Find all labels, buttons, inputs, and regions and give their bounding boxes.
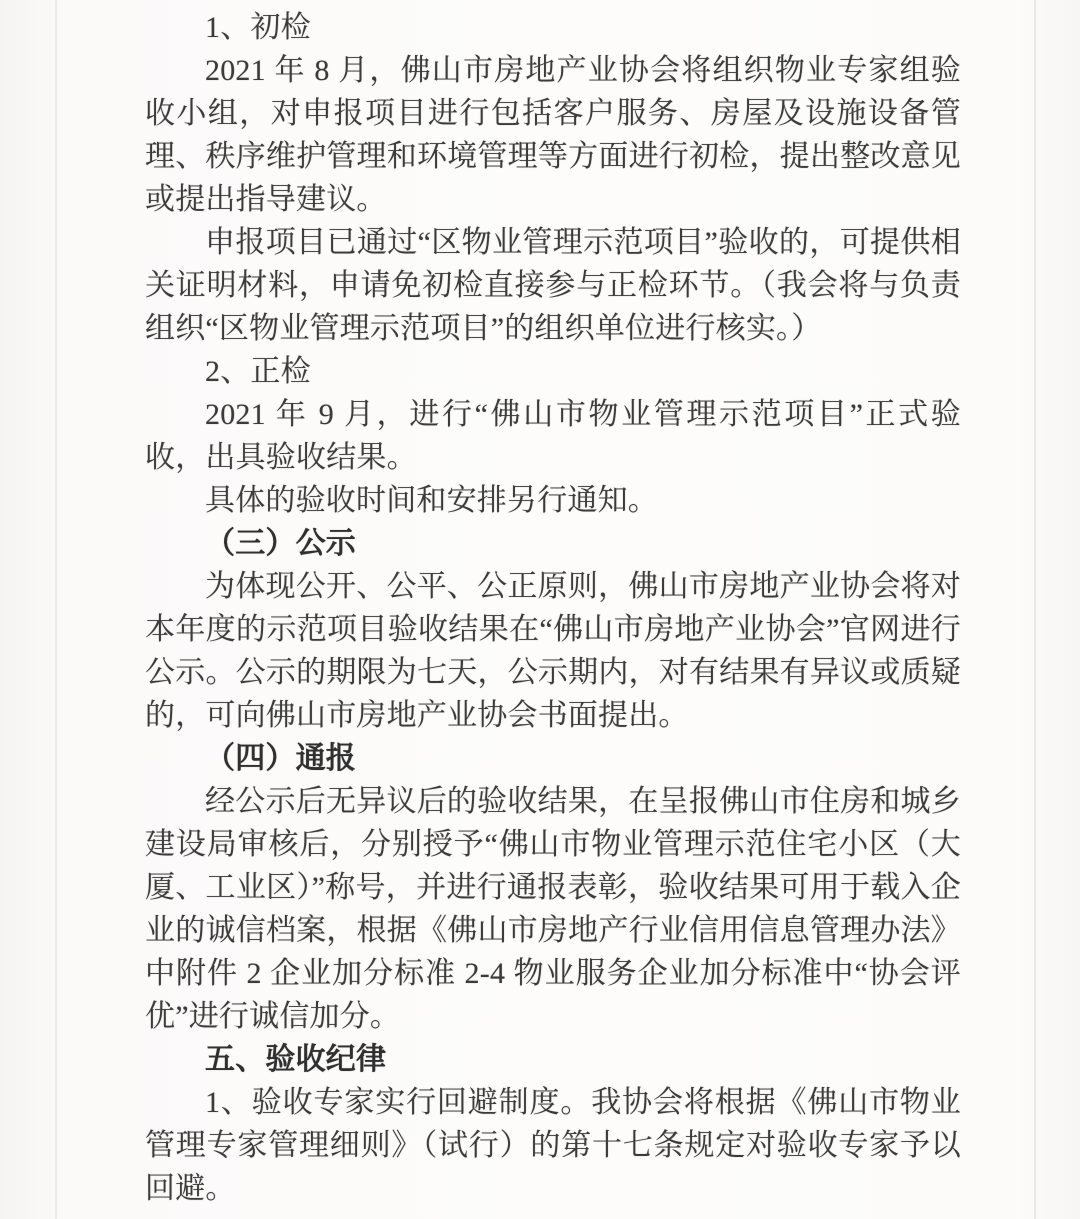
list-label-initial-inspection: 1、初检 (205, 11, 311, 44)
paragraph-schedule-notice: 具体的验收时间和安排另行通知。 (205, 484, 658, 517)
paragraph-publicity-details: 为体现公开、公平、公正原则，佛山市房地产业协会将对本年度的示范项目验收结果在“佛山市房地产业协会”官网进行公示。公示的期限为七天，公示期内，对有结果有异议或质疑的，可向佛山市房地产业协会书面提出。 (145, 570, 961, 732)
paragraph-notification-details: 经公示后无异议后的验收结果，在呈报佛山市住房和城乡建设局审核后，分别授予“佛山市物业管理示范住宅小区（大厦、工业区）”称号，并进行通报表彰，验收结果可用于载入企业的诚信档案，根据《佛山市房地产行业信用信息管理办法》中附件 2 企业加分标准 2-4 物业服务企业加分标准中“协会评优”进行诚信加分。 (145, 785, 961, 1033)
heading-section-3-publicity: （三）公示 (205, 527, 356, 560)
scan-edge-right (1034, 0, 1036, 1219)
paragraph-initial-inspection-details: 2021 年 8 月，佛山市房地产业协会将组织物业专家组验收小组，对申报项目进行包括客户服务、房屋及设施设备管理、秩序维护管理和环境管理等方面进行初检，提出整改意见或提出指导建议。 (145, 54, 961, 216)
paragraph-exemption-note: 申报项目已通过“区物业管理示范项目”验收的，可提供相关证明材料，申请免初检直接参与正检环节。（我会将与负责组织“区物业管理示范项目”的组织单位进行核实。） (145, 226, 961, 345)
document-body (145, 6, 961, 1210)
paragraph-formal-inspection-details: 2021 年 9 月，进行“佛山市物业管理示范项目”正式验收，出具验收结果。 (145, 398, 961, 474)
paragraph-recusal-rule: 1、验收专家实行回避制度。我协会将根据《佛山市物业管理专家管理细则》（试行）的第十七条规定对验收专家予以回避。 (145, 1086, 961, 1205)
scan-edge-left (55, 0, 57, 1219)
list-label-formal-inspection: 2、正检 (205, 355, 311, 388)
heading-section-4-notification: （四）通报 (205, 742, 356, 775)
heading-section-5-acceptance-discipline: 五、验收纪律 (205, 1043, 387, 1076)
